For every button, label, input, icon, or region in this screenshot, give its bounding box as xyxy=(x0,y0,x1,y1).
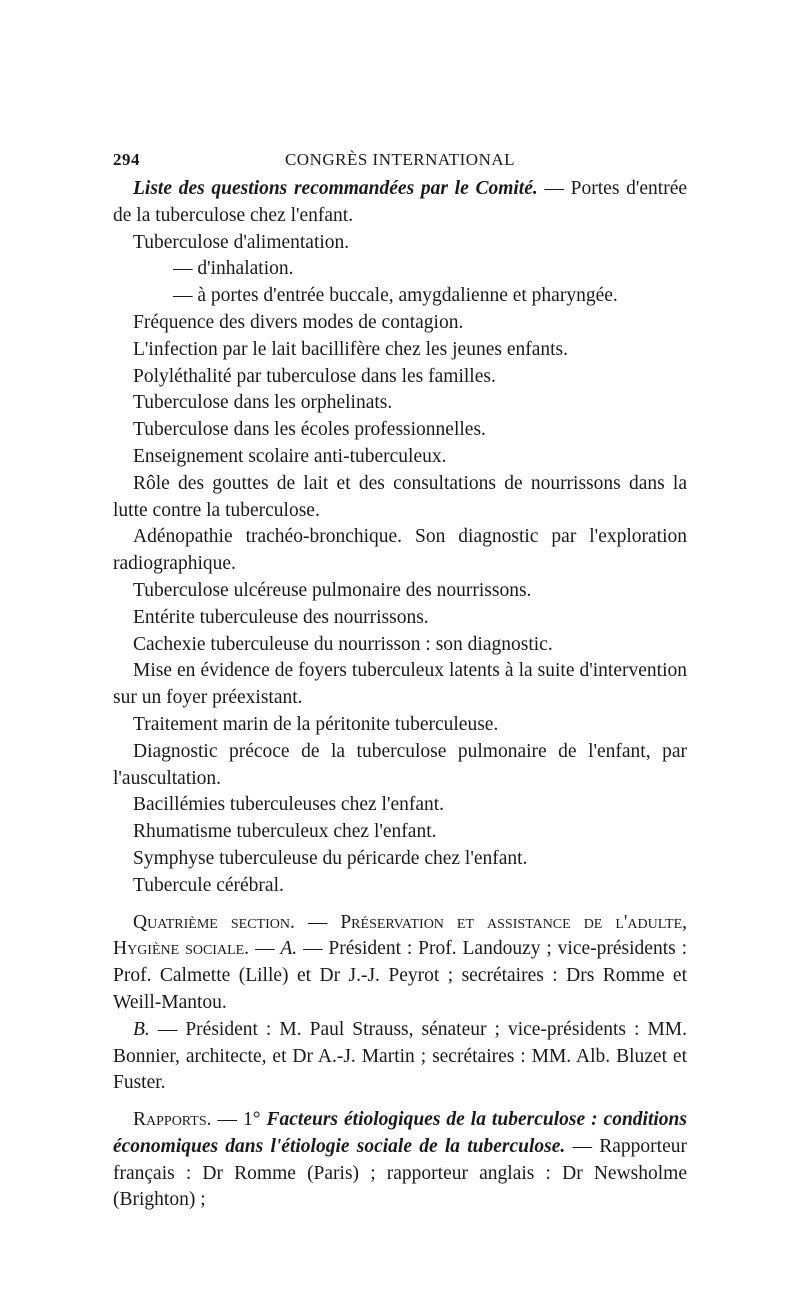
rapports-label: Rapports. xyxy=(133,1109,212,1131)
rapports-intro: — 1° xyxy=(211,1109,267,1131)
page-number: 294 xyxy=(113,150,140,169)
running-title: CONGRÈS INTERNATIONAL xyxy=(284,150,516,169)
part-b-text: — Président : M. Paul Strauss, sénateur ; vice-présidents : MM. Bonnier, architecte, et Dr A.-J. Martin ; secrétaires : MM. Alb. Bluzet et Fuster. xyxy=(113,1018,687,1094)
document-page xyxy=(113,150,687,1214)
list-item: L'infection par le lait bacillifère chez les jeunes enfants. xyxy=(133,338,569,360)
list-item: Traitement marin de la péritonite tuberculeuse. xyxy=(133,713,499,735)
list-item: Entérite tuberculeuse des nourrissons. xyxy=(133,606,429,628)
list-item: — à portes d'entrée buccale, amygdalienne et pharyngée. xyxy=(173,285,618,307)
part-a-label: A. xyxy=(280,938,298,960)
list-item: Tuberculose dans les orphelinats. xyxy=(133,392,393,414)
section-four-heading: Quatrième section. — Préservation et assistance de l'adulte, Hygiène sociale. xyxy=(113,911,687,960)
list-item: Tubercule cérébral. xyxy=(133,874,284,896)
list-item: Rhumatisme tuberculeux chez l'enfant. xyxy=(133,821,437,843)
list-item: Mise en évidence de foyers tuberculeux latents à la suite d'intervention sur un foyer préexistant. xyxy=(113,660,687,709)
list-item: Bacillémies tuberculeuses chez l'enfant. xyxy=(133,794,445,816)
rapports-text: — Rapporteur français : Dr Romme (Paris) ; rapporteur anglais : Dr Newsholme (Brighton) ; xyxy=(113,1135,687,1211)
questions-intro-text: — Portes d'entrée de la tuberculose chez l'enfant. xyxy=(113,178,687,226)
questions-intro xyxy=(113,176,687,230)
questions-title: Liste des questions recommandées par le Comité. xyxy=(133,178,538,199)
list-item: Tuberculose dans les écoles professionnelles. xyxy=(133,419,486,441)
list-item: — d'inhalation. xyxy=(173,258,294,280)
part-a-text: — Président : Prof. Landouzy ; vice-présidents : Prof. Calmette (Lille) et Dr J.-J. Peyrot ; secrétaires : Drs Romme et Weill-Mantou. xyxy=(113,938,688,1013)
list-item: Tuberculose d'alimentation. xyxy=(133,231,350,253)
page-header xyxy=(113,150,687,176)
list-item: Cachexie tuberculeuse du nourrisson : son diagnostic. xyxy=(133,633,553,655)
list-item: Rôle des gouttes de lait et des consultations de nourrissons dans la lutte contre la tuberculose. xyxy=(113,472,687,521)
rapports-paragraph xyxy=(113,1107,687,1214)
list-item: Symphyse tuberculeuse du péricarde chez l'enfant. xyxy=(133,847,528,869)
list-item: Tuberculose ulcéreuse pulmonaire des nourrissons. xyxy=(133,579,532,601)
list-item: Diagnostic précoce de la tuberculose pulmonaire de l'enfant, par l'auscultation. xyxy=(113,740,687,789)
list-item: Adénopathie trachéo-bronchique. Son diagnostic par l'exploration radiographique. xyxy=(113,526,687,575)
rapports-title: Facteurs étiologiques de la tuberculose : conditions économiques dans l'étiologie sociale de la tuberculose. xyxy=(113,1109,687,1157)
list-item: Fréquence des divers modes de contagion. xyxy=(133,311,464,333)
list-item: Enseignement scolaire anti-tuberculeux. xyxy=(133,445,447,467)
section-four-paragraph: Quatrième section. — Préservation et assistance de l'adulte, Hygiène sociale. — A. — Président : Prof. Landouzy ; vice-présidents : Prof. Calmette (Lille) et Dr J.-J. Peyrot ; secrétaires : Drs Romme et Weill-Mantou. xyxy=(113,911,688,1013)
part-b-paragraph xyxy=(113,1017,687,1097)
list-item: Polyléthalité par tuberculose dans les familles. xyxy=(133,365,496,387)
part-b-label: B. xyxy=(133,1018,150,1040)
